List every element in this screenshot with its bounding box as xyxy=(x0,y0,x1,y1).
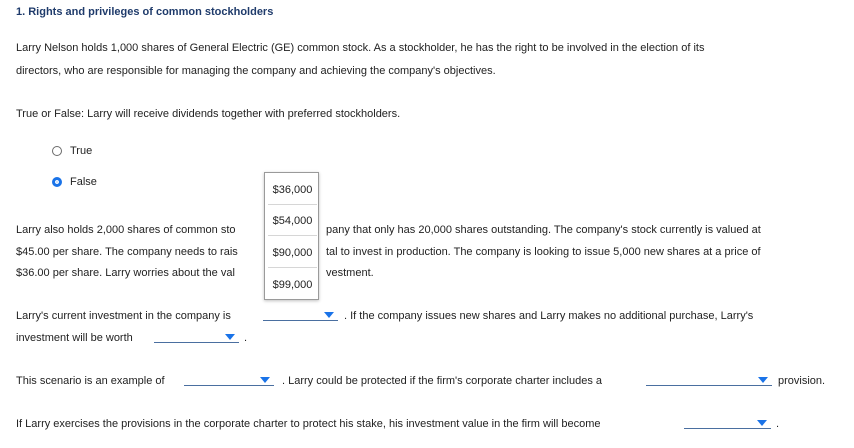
intro-line-2: directors, who are responsible for managing the company and achieving the company's objectives. xyxy=(16,65,496,77)
dropdown-option[interactable]: $99,000 xyxy=(272,279,313,291)
scenario-line-1-left: Larry also holds 2,000 shares of common sto xyxy=(16,224,236,236)
radio-true[interactable] xyxy=(52,146,62,156)
fill3-before-text: This scenario is an example of xyxy=(16,375,165,387)
scenario-line-2-right: tal to invest in production. The company is looking to issue 5,000 new shares at a price of xyxy=(326,246,761,258)
chevron-down-icon xyxy=(757,420,767,426)
scenario-line-3-right: vestment. xyxy=(326,267,374,279)
fill2-after-text: . xyxy=(244,332,248,344)
scenario-line-2-left: $45.00 per share. The company needs to rais xyxy=(16,246,238,258)
option-false[interactable] xyxy=(52,176,97,188)
current-investment-dropdown[interactable] xyxy=(263,309,338,321)
dropdown-option[interactable]: $36,000 xyxy=(272,184,313,196)
fill4-after-text: . xyxy=(776,418,780,430)
fill3-after-text: provision. xyxy=(778,375,826,387)
scenario-type-dropdown[interactable] xyxy=(184,374,274,386)
fill4-before-text: If Larry exercises the provisions in the corporate charter to protect his stake, his investment value in the firm will become xyxy=(16,418,601,430)
chevron-down-icon xyxy=(260,377,270,383)
protected-value-dropdown[interactable] xyxy=(684,417,771,429)
intro-line-1: Larry Nelson holds 1,000 shares of General Electric (GE) common stock. As a stockholder, he has the right to be involved in the election of its xyxy=(16,42,705,54)
dropdown-option[interactable]: $90,000 xyxy=(272,247,313,259)
scenario-line-1-right: pany that only has 20,000 shares outstanding. The company's stock currently is valued at xyxy=(326,224,761,236)
radio-false[interactable] xyxy=(52,177,62,187)
fill3-middle-text: . Larry could be protected if the firm's corporate charter includes a xyxy=(282,375,603,387)
chevron-down-icon xyxy=(225,334,235,340)
true-false-prompt: True or False: Larry will receive dividends together with preferred stockholders. xyxy=(16,108,401,120)
dropdown-menu xyxy=(264,172,319,300)
chevron-down-icon xyxy=(324,312,334,318)
fill1-before-text: Larry's current investment in the company is xyxy=(16,310,231,322)
chevron-down-icon xyxy=(758,377,768,383)
new-investment-dropdown[interactable] xyxy=(154,331,239,343)
question-title: 1. Rights and privileges of common stockholders xyxy=(16,6,274,18)
option-true[interactable] xyxy=(52,145,92,157)
divider xyxy=(268,204,317,205)
charter-provision-dropdown[interactable] xyxy=(646,374,772,386)
option-true-label: True xyxy=(70,145,93,157)
fill2-before-text: investment will be worth xyxy=(16,332,133,344)
divider xyxy=(268,235,317,236)
fill1-after-text: . If the company issues new shares and Larry makes no additional purchase, Larry's xyxy=(344,310,754,322)
dropdown-option[interactable]: $54,000 xyxy=(272,215,313,227)
divider xyxy=(268,267,317,268)
scenario-line-3-left: $36.00 per share. Larry worries about the val xyxy=(16,267,235,279)
option-false-label: False xyxy=(70,176,97,188)
intro-paragraph xyxy=(16,37,704,83)
